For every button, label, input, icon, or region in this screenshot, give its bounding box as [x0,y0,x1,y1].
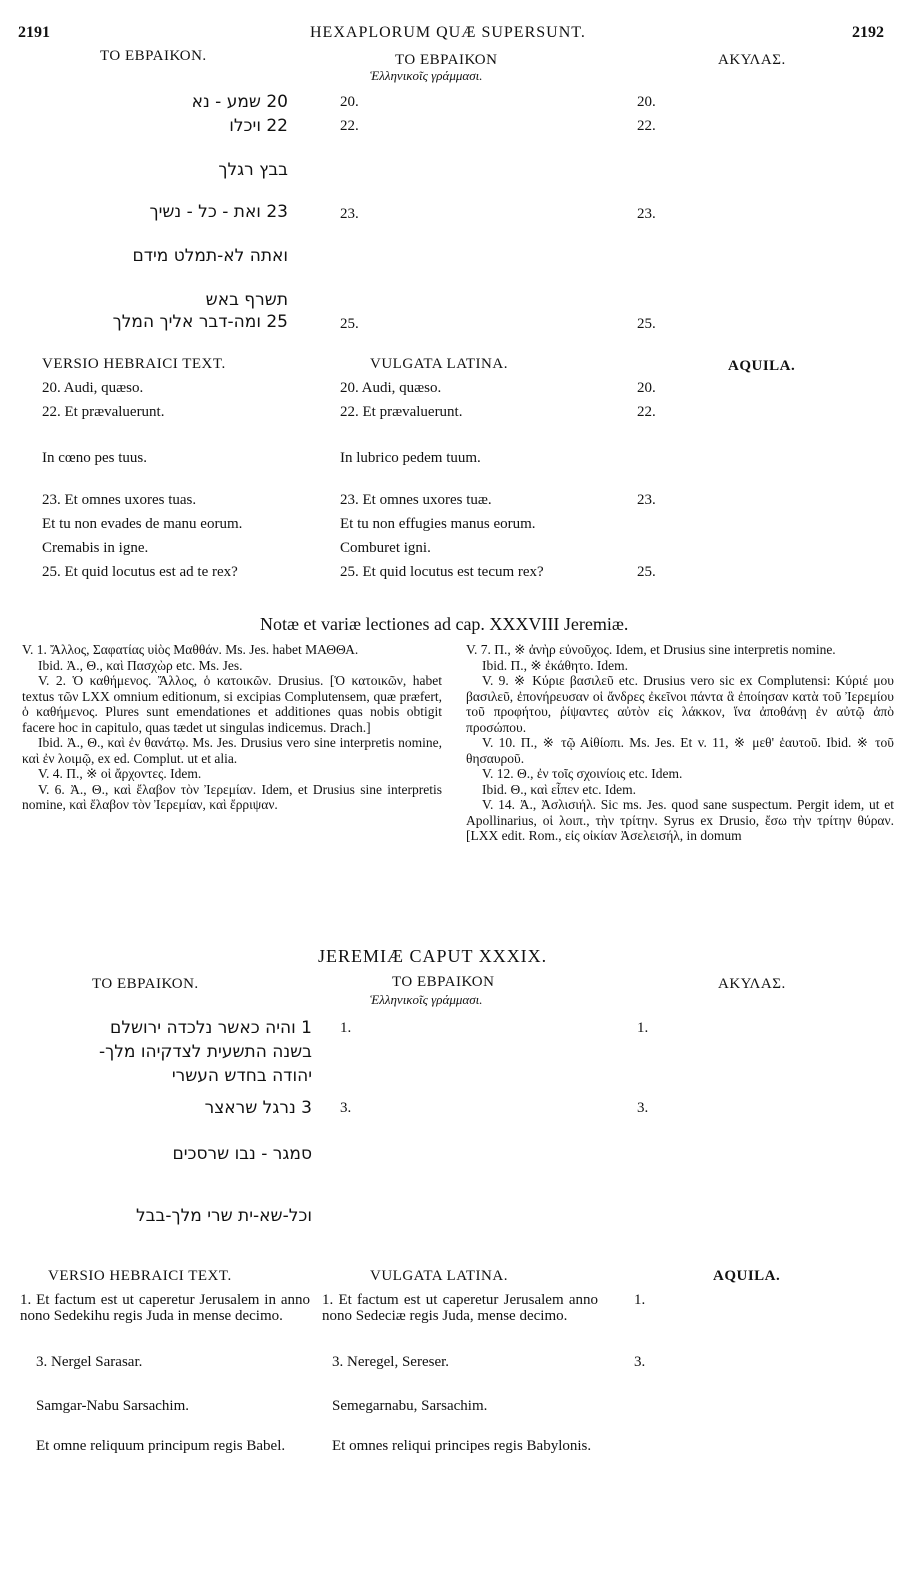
col-header-translit-sub: Ἑλληνικοῖς γράμμασι. [370,992,483,1007]
translit-verse: 3. [340,1100,352,1116]
hebrew-line: 20 שמע - נא [191,92,288,112]
notes-title: Notæ et variæ lectiones ad cap. XXXVIII Jeremiæ. [260,614,629,634]
hebrew-line: ואתה לא-תמלט מידם [132,246,288,266]
translit-verse: 1. [340,1020,352,1036]
aquila-line: 3. [634,1354,646,1370]
aquila-verse: 23. [637,206,656,222]
col-header-aquila: ΑΚΥΛΑΣ. [718,976,786,992]
aquila-verse: 20. [637,94,656,110]
vulgata-line: In lubrico pedem tuum. [340,450,481,466]
note-paragraph: Ibid. Θ., καὶ εἶπεν etc. Idem. [482,781,636,797]
versio-line: In cœno pes tuus. [42,450,147,466]
hebrew-line: 3 נרגל שראצר [204,1098,312,1118]
note-paragraph: Ibid. Ἀ., Θ., καὶ ἐν θανάτῳ. Ms. Jes. Drusius vero sine interpretis nomine, καὶ ἐν λοιμῷ, ex ed. Complut. ut et alia. [22,735,442,766]
page-number-left: 2191 [18,24,50,41]
hebrew-line: וכל-שא-ית שרי מלך-בבל [136,1206,312,1226]
note-paragraph: V. 12. Θ., ἐν τοῖς σχοινίοις etc. Idem. [482,766,683,781]
col-header-versio: VERSIO HEBRAICI TEXT. [48,1268,232,1284]
col-header-versio: VERSIO HEBRAICI TEXT. [42,356,226,372]
hebrew-line: בשנה התשעית לצדקיהו מלך- [98,1042,312,1062]
hebrew-line: 22 ויכלו [229,116,288,136]
note-paragraph: V. 4. Π., ※ οἱ ἄρχοντες. Idem. [38,766,202,781]
col-header-aquila-latin: AQUILA. [713,1268,781,1284]
vulgata-line: 22. Et prævaluerunt. [340,404,463,420]
hebrew-line: סמגר - נבו שרסכים [172,1144,312,1164]
translit-verse: 23. [340,206,359,222]
versio-line: Samgar-Nabu Sarsachim. [36,1398,189,1414]
versio-line: 23. Et omnes uxores tuas. [42,492,197,508]
vulgata-line: 3. Neregel, Sereser. [332,1354,450,1370]
hebrew-line: 25 ומה-דבר אליך המלך [112,312,288,332]
col-header-hebrew: ΤΟ ΕΒΡΑΙΚΟΝ. [100,48,207,64]
translit-verse: 22. [340,118,359,134]
hebrew-line: בבץ רגלך [218,160,288,180]
vulgata-line: 1. Et factum est ut caperetur Jerusalem anno nono Sedeciæ regis Juda, mense decimo. [322,1292,598,1324]
versio-line: 3. Nergel Sarasar. [36,1354,143,1370]
note-paragraph: V. 9. ※ Κύριε βασιλεῦ etc. Drusius vero sic ex Complutensi: Κύριέ μου βασιλεῦ, ἐπονήρευσαν οἱ ἄνδρες ἐκεῖνοι πάντα ἃ ἐποίησαν κατὰ τοῦ Ἰερεμίου τοῦ προφήτου, ῥίψαντες αὐτὸν εἰς λάκκον, ἵνα ἀποθάνῃ ἐν αὐτῷ ἀπὸ προσώπου. [466,673,894,735]
versio-line: 1. Et factum est ut caperetur Jerusalem in anno nono Sedekihu regis Juda in mense decimo. [20,1292,310,1324]
page-number-right: 2192 [852,24,884,41]
hebrew-line: 1 והיה כאשר נלכדה ירושלם [110,1018,312,1038]
versio-line: Et tu non evades de manu eorum. [42,516,243,532]
aquila-verse: 22. [637,118,656,134]
aquila-line: 23. [637,492,656,508]
notes-left-column [22,642,442,813]
note-paragraph: Ibid. Ἀ., Θ., καὶ Πασχὼρ etc. Ms. Jes. [38,657,243,673]
col-header-vulgata: VULGATA LATINA. [370,1268,508,1284]
col-header-translit-sub: Ἑλληνικοῖς γράμμασι. [370,68,483,83]
vulgata-line: 25. Et quid locutus est tecum rex? [340,564,544,580]
versio-line: 22. Et prævaluerunt. [42,404,165,420]
versio-line: 20. Audi, quæso. [42,380,144,396]
aquila-line: 25. [637,564,656,580]
col-header-translit: ΤΟ ΕΒΡΑΙΚΟΝ [392,974,495,990]
note-paragraph: V. 14. Ἀ., Ἀσλισιήλ. Sic ms. Jes. quod sane suspectum. Pergit idem, ut et Apollinarius, οἱ λοιπ., τὴν τρίτην. Syrus ex Drusio, ἔσω τὴν τρίτην θύραν. [LXX edit. Rom., εἰς οἰκίαν Ἀσελεισήλ, in domum [466,797,894,843]
chapter-title: JEREMIÆ CAPUT XXXIX. [318,946,548,966]
aquila-verse: 3. [637,1100,649,1116]
vulgata-line: Et tu non effugies manus eorum. [340,516,536,532]
vulgata-line: 23. Et omnes uxores tuæ. [340,492,492,508]
notes-right-column [466,642,894,844]
note-paragraph: V. 6. Ἀ., Θ., καὶ ἔλαβον τὸν Ἰερεμίαν. Idem, et Drusius sine interpretis nomine, καὶ ἔλαβον τὸν Ἰερεμίαν, καὶ ἔρριψαν. [22,781,442,812]
aquila-verse: 25. [637,316,656,332]
col-header-translit: ΤΟ ΕΒΡΑΙΚΟΝ [395,52,498,68]
translit-verse: 25. [340,316,359,332]
note-paragraph: V. 7. Π., ※ ἀνὴρ εὐνοῦχος. Idem, et Drusius sine interpretis nomine. [466,642,836,657]
col-header-hebrew: ΤΟ ΕΒΡΑΙΚΟΝ. [92,976,199,992]
vulgata-line: 20. Audi, quæso. [340,380,442,396]
vulgata-line: Comburet igni. [340,540,431,556]
aquila-line: 22. [637,404,656,420]
note-paragraph: V. 10. Π., ※ τῷ Αἰθίοπι. Ms. Jes. Et v. 11, ※ μεθ' ἑαυτοῦ. Ibid. ※ τοῦ θησαυροῦ. [466,735,894,766]
col-header-aquila-latin: AQUILA. [728,358,796,374]
versio-line: Cremabis in igne. [42,540,149,556]
vulgata-line: Et omnes reliqui principes regis Babylonis. [332,1438,592,1454]
aquila-verse: 1. [637,1020,649,1036]
hebrew-line: תשרף באש [205,290,288,310]
translit-verse: 20. [340,94,359,110]
versio-line: Et omne reliquum principum regis Babel. [36,1438,286,1454]
running-title: HEXAPLORUM QUÆ SUPERSUNT. [310,24,586,41]
aquila-line: 20. [637,380,656,396]
hebrew-line: יהודה בחדש העשרי [171,1066,312,1086]
aquila-line: 1. [634,1292,646,1308]
versio-line: 25. Et quid locutus est ad te rex? [42,564,238,580]
col-header-aquila: ΑΚΥΛΑΣ. [718,52,786,68]
vulgata-line: Semegarnabu, Sarsachim. [332,1398,488,1414]
col-header-vulgata: VULGATA LATINA. [370,356,508,372]
note-paragraph: V. 2. Ὁ καθήμενος. Ἄλλος, ὁ κατοικῶν. Drusius. [Ὁ κατοικῶν, habet textus τῶν LXX omnium editionum, si excipias Complutensem, quæ præfert, ὁ καθήμενος. Plures sunt emendationes et additiones quas nobis obtigit facere hoc in capitulo, quas tædet ut singulas indicemus. Drach.] [22,673,442,735]
hebrew-line: 23 ואת - כל - נשיך [149,202,288,222]
note-paragraph: Ibid. Π., ※ ἐκάθητο. Idem. [482,657,629,673]
note-paragraph: V. 1. Ἄλλος, Σαφατίας υἱὸς Μαθθάν. Ms. Jes. habet ΜΑΘΘΑ. [22,642,359,657]
